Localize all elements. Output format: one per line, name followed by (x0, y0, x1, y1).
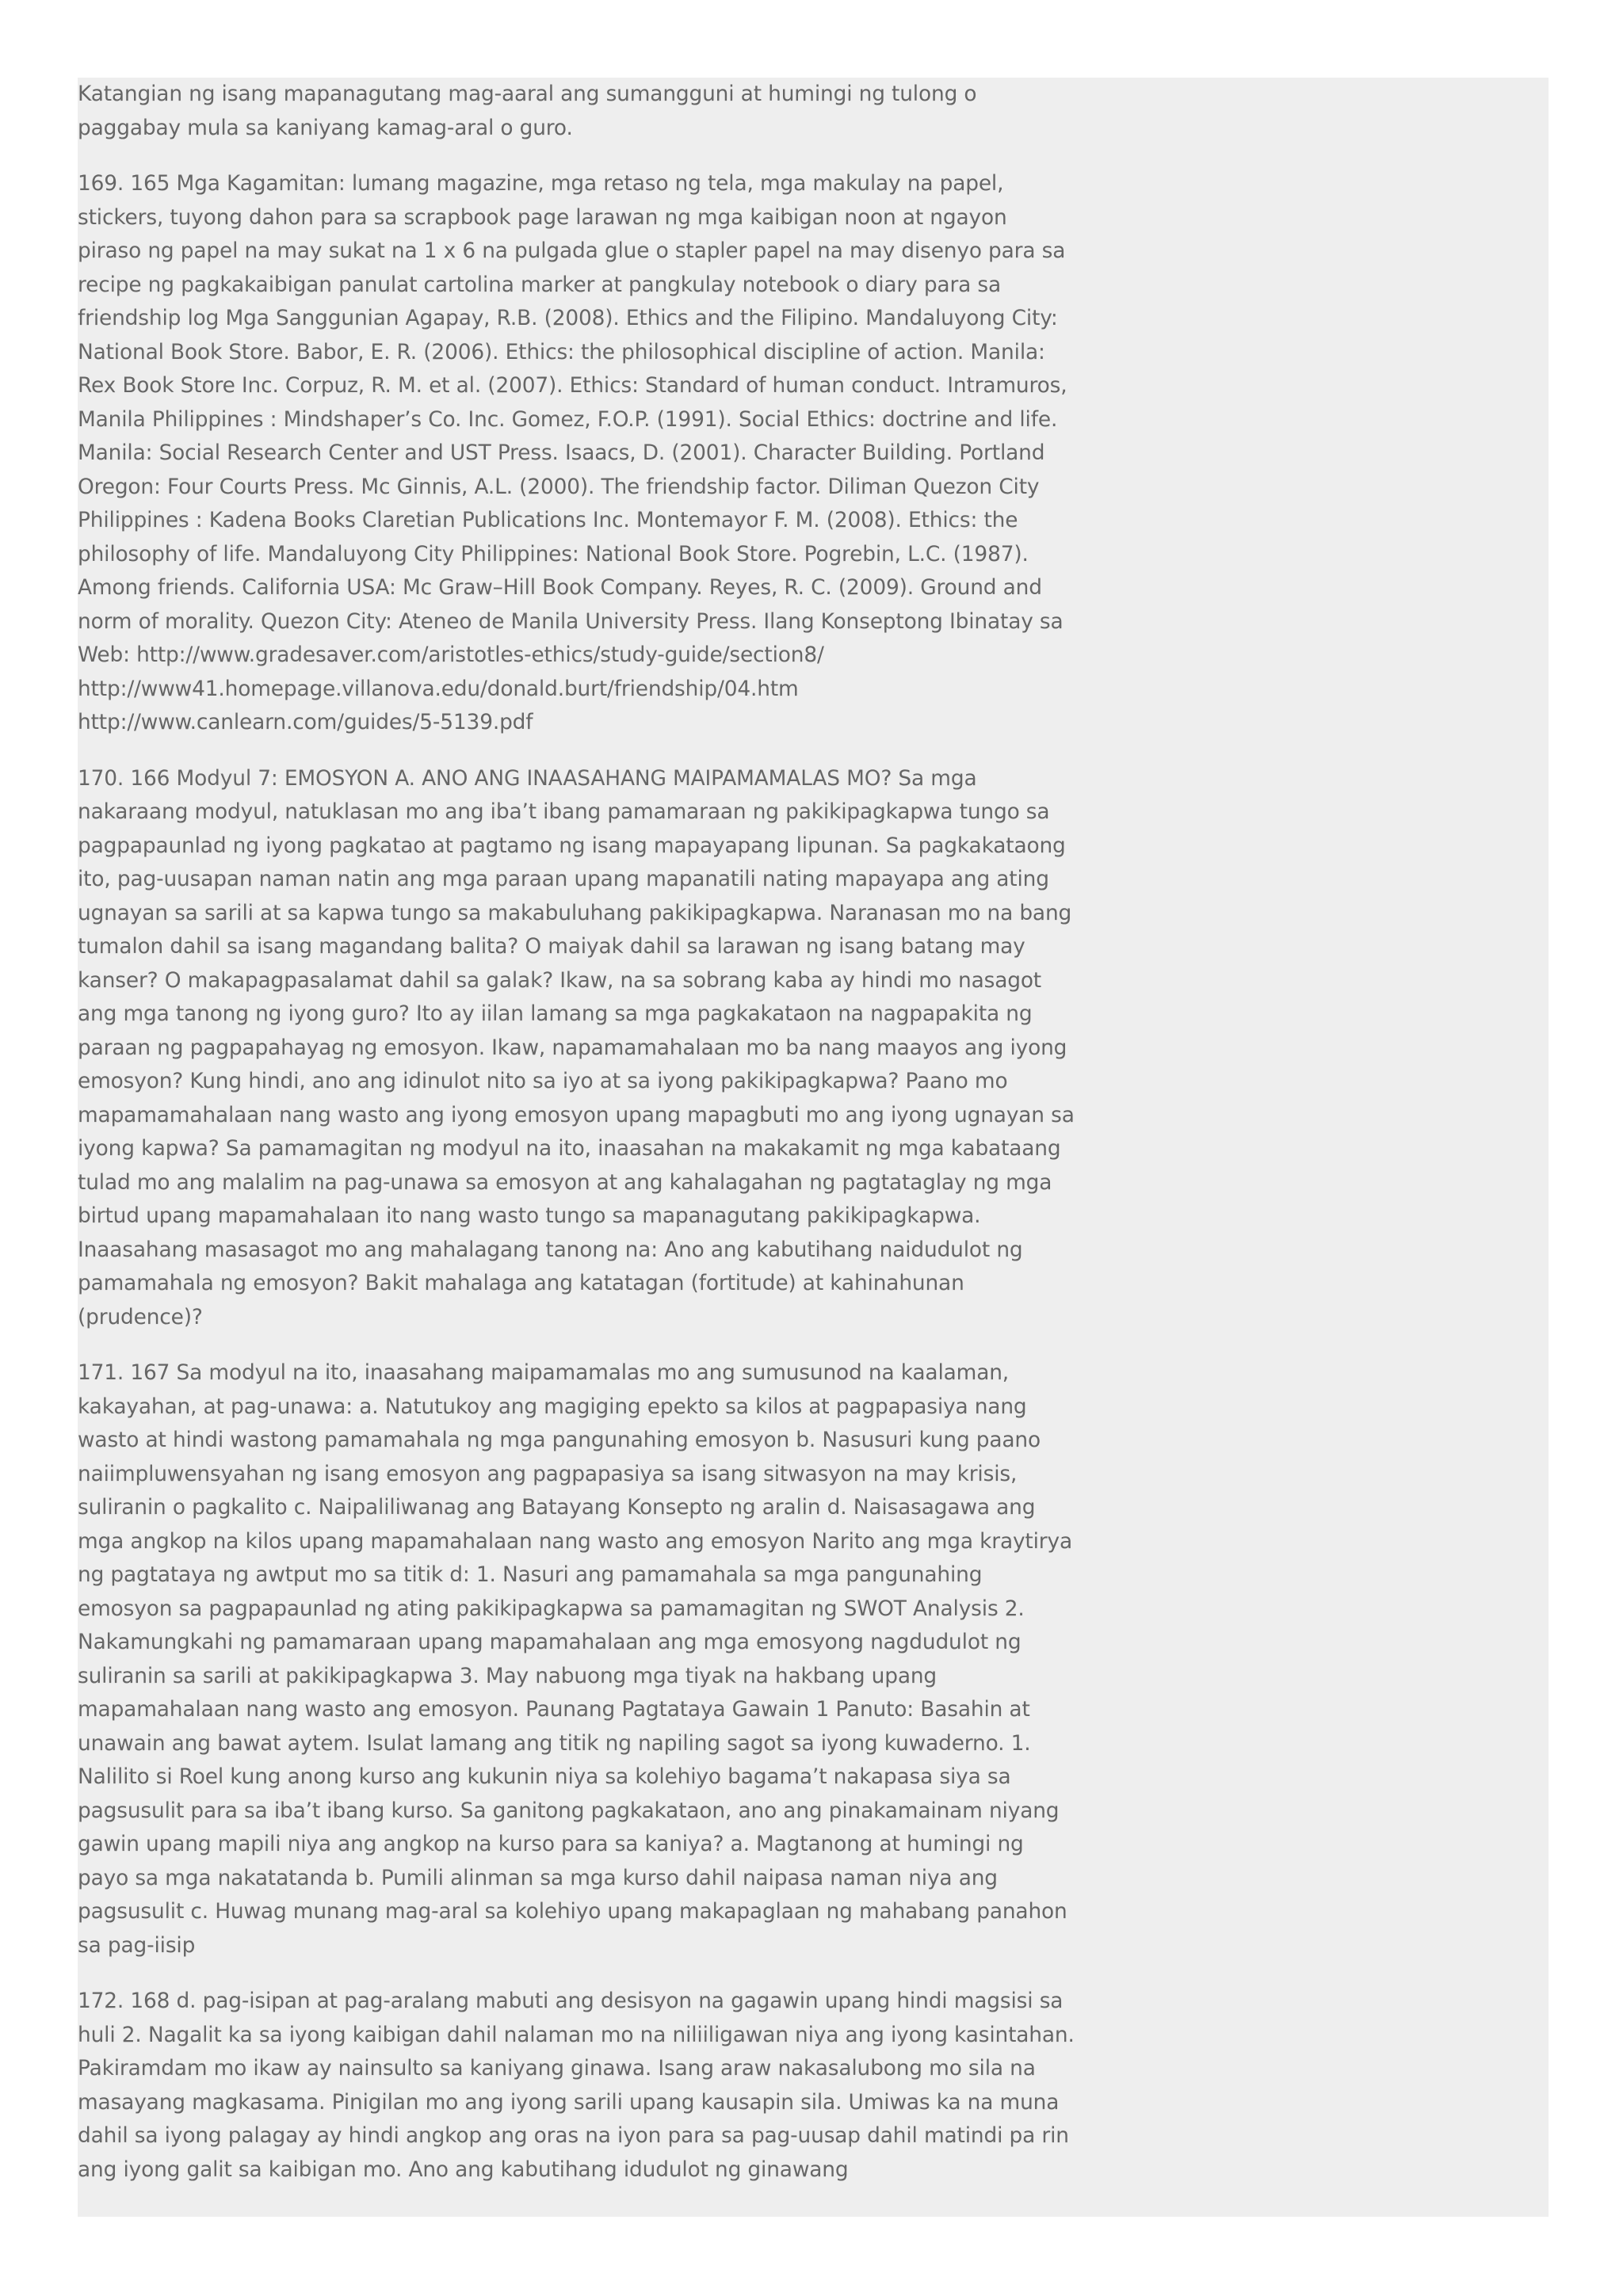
document-text-column (78, 78, 1076, 2187)
paragraph-171-objectives-pretest: 171. 167 Sa modyul na ito, inaasahang maipamamalas mo ang sumusunod na kaalaman, kakayahan, at pag-unawa: a. Natutukoy ang magiging epekto sa kilos at pagpapasiya nang wasto at hindi wastong pamamahala ng mga pangunahing emosyon b. Nasusuri kung paano naiimpluwensyahan ng isang emosyon ang pagpapasiya sa isang sitwasyon na may krisis, suliranin o pagkalito c. Naipaliliwanag ang Batayang Konsepto ng aralin d. Naisasagawa ang mga angkop na kilos upang mapamahalaan nang wasto ang emosyon Narito ang mga kraytirya ng pagtataya ng awtput mo sa titik d: 1. Nasuri ang pamamahala sa mga pangunahing emosyon sa pagpapaunlad ng ating pakikipagkapwa sa pamamagitan ng SWOT Analysis 2. Nakamungkahi ng pamamaraan upang mapamahalaan ang mga emosyong nagdudulot ng suliranin sa sarili at pakikipagkapwa 3. May nabuong mga tiyak na hakbang upang mapamahalaan nang wasto ang emosyon. Paunang Pagtataya Gawain 1 Panuto: Basahin at unawain ang bawat aytem. Isulat lamang ang titik ng napiling sagot sa iyong kuwaderno. 1. Nalilito si Roel kung anong kurso ang kukunin niya sa kolehiyo bagama’t nakapasa siya sa pagsusulit para sa iba’t ibang kurso. Sa ganitong pagkakataon, ano ang pinakamainam niyang gawin upang mapili niya ang angkop na kurso para sa kaniya? a. Magtanong at humingi ng payo sa mga nakatatanda b. Pumili alinman sa mga kurso dahil naipasa naman niya ang pagsusulit c. Huwag munang mag-aral sa kolehiyo upang makapaglaan ng mahabang panahon sa pag-iisip (78, 1360, 1072, 1958)
paragraph-intro-fragment: Katangian ng isang mapanagutang mag-aaral ang sumangguni at humingi ng tulong o paggabay mula sa kaniyang kamag-aral o guro. (78, 82, 977, 140)
paragraph-170-module-7-emotion: 170. 166 Modyul 7: EMOSYON A. ANO ANG INAASAHANG MAIPAMAMALAS MO? Sa mga nakaraang modyul, natuklasan mo ang iba’t ibang pamamaraan ng pakikipagkapwa tungo sa pagpapaunlad ng iyong pagkatao at pagtamo ng isang mapayapang lipunan. Sa pagkakataong ito, pag-uusapan naman natin ang mga paraan upang mapanatili nating mapayapa ang ating ugnayan sa sarili at sa kapwa tungo sa makabuluhang pakikipagkapwa. Naranasan mo na bang tumalon dahil sa isang magandang balita? O maiyak dahil sa larawan ng isang batang may kanser? O makapagpasalamat dahil sa galak? Ikaw, na sa sobrang kaba ay hindi mo nasagot ang mga tanong ng iyong guro? Ito ay iilan lamang sa mga pagkakataon na nagpapakita ng paraan ng pagpapahayag ng emosyon. Ikaw, napamamahalaan mo ba nang maayos ang iyong emosyon? Kung hindi, ano ang idinulot nito sa iyo at sa iyong pakikipagkapwa? Paano mo mapamamahalaan nang wasto ang iyong emosyon upang mapagbuti mo ang iyong ugnayan sa iyong kapwa? Sa pamamagitan ng modyul na ito, inaasahan na makakamit ng mga kabataang tulad mo ang malalim na pag-unawa sa emosyon at ang kahalagahan ng pagtataglay ng mga birtud upang mapamahalaan ito nang wasto tungo sa mapanagutang pakikipagkapwa. Inaasahang masasagot mo ang mahalagang tanong na: Ano ang kabutihang naidudulot ng pamamahala ng emosyon? Bakit mahalaga ang katatagan (fortitude) at kahinahunan (prudence)? (78, 765, 1075, 1329)
paragraph-169-materials-references: 169. 165 Mga Kagamitan: lumang magazine, mga retaso ng tela, mga makulay na papel, stickers, tuyong dahon para sa scrapbook page larawan ng mga kaibigan noon at ngayon piraso ng papel na may sukat na 1 x 6 na pulgada glue o stapler papel na may disenyo para sa recipe ng pagkakaibigan panulat cartolina marker at pangkulay notebook o diary para sa friendship log Mga Sanggunian Agapay, R.B. (2008). Ethics and the Filipino. Mandaluyong City: National Book Store. Babor, E. R. (2006). Ethics: the philosophical discipline of action. Manila: Rex Book Store Inc. Corpuz, R. M. et al. (2007). Ethics: Standard of human conduct. Intramuros, Manila Philippines : Mindshaper’s Co. Inc. Gomez, F.O.P. (1991). Social Ethics: doctrine and life. Manila: Social Research Center and UST Press. Isaacs, D. (2001). Character Building. Portland Oregon: Four Courts Press. Mc Ginnis, A.L. (2000). The friendship factor. Diliman Quezon City Philippines : Kadena Books Claretian Publications Inc. Montemayor F. M. (2008). Ethics: the philosophy of life. Mandaluyong City Philippines: National Book Store. Pogrebin, L.C. (1987). Among friends. California USA: Mc Graw–Hill Book Company. Reyes, R. C. (2009). Ground and norm of morality. Quezon City: Ateneo de Manila University Press. Ilang Konseptong Ibinatay sa Web: http://www.gradesaver.com/aristotles-ethics/study-guide/section8/ http://www41.homepage.villanova.edu/donald.burt/friendship/04.htm http://www.canlearn.com/guides/5-5139.pdf (78, 171, 1067, 734)
paragraph-172-pretest-continued: 172. 168 d. pag-isipan at pag-aralang mabuti ang desisyon na gagawin upang hindi magsisi sa huli 2. Nagalit ka sa iyong kaibigan dahil nalaman mo na niliiligawan niya ang iyong kasintahan. Pakiramdam mo ikaw ay nainsulto sa kaniyang ginawa. Isang araw nakasalubong mo sila na masayang magkasama. Pinigilan mo ang iyong sarili upang kausapin sila. Umiwas ka na muna dahil sa iyong palagay ay hindi angkop ang oras na iyon para sa pag-uusap dahil matindi pa rin ang iyong galit sa kaibigan mo. Ano ang kabutihang idudulot ng ginawang (78, 1989, 1075, 2182)
document-panel (78, 78, 1549, 2217)
